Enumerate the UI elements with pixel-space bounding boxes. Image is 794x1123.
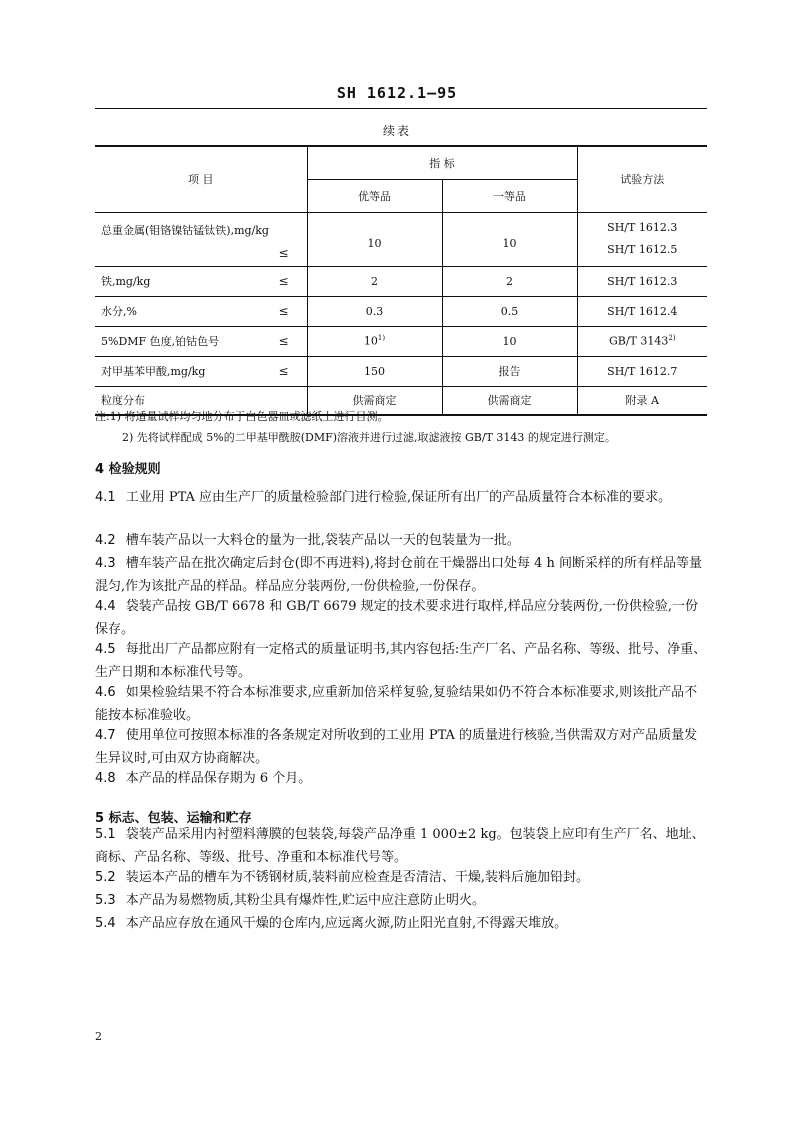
row-value-first: 报告 [442,356,577,386]
clause-number: 5.4 [95,916,116,931]
row-value-premium: 供需商定 [307,386,442,415]
row-value-first: 10 [442,212,577,266]
row-value-premium: 2 [307,266,442,296]
clause-text: 本产品为易燃物质,其粉尘具有爆炸性,贮运中应注意防止明火。 [125,893,485,908]
clause-text: 本产品的样品保存期为 6 个月。 [125,771,312,786]
clause-text: 槽车装产品以一大料仓的量为一批,袋装产品以一天的包装量为一批。 [125,533,520,548]
row-value-first: 0.5 [442,296,577,326]
row-item [95,296,307,326]
row-item-label: 对甲基苯甲酸,mg/kg [101,365,206,378]
row-item [95,356,307,386]
row-method: SH/T 1612.3 [577,266,707,296]
clause-text: 槽车装产品在批次确定后封仓(即不再进料),将封仓前在干燥器出口处每 4 h 间断采样的所有样品等量混匀,作为该批产品的样品。样品应分装两份,一份供检验,一份保存。 [95,556,703,594]
clause-number: 4.5 [95,642,116,657]
row-item-label: 粒度分布 [101,394,145,408]
clause-number: 4.7 [95,728,116,743]
clause-number: 5.3 [95,893,116,908]
clause-text: 袋装产品按 GB/T 6678 和 GB/T 6679 规定的技术要求进行取样,样品应分装两份,一份供检验,一份保存。 [95,599,699,637]
clause-text: 袋装产品采用内衬塑料薄膜的包装袋,每袋产品净重 1 000±2 kg。包装袋上应印有生产厂名、地址、商标、产品名称、等级、批号、净重和本标准代号等。 [95,827,705,865]
row-item-label: 5%DMF 色度,铂钴色号 [101,335,220,348]
row-item-label: 总重金属(钼铬镍钴锰钛铁),mg/kg [101,223,269,237]
clause-4-4 [95,595,707,641]
clause-number: 4.8 [95,771,116,786]
row-value-premium: 10 [307,212,442,266]
clause-4-1 [95,486,707,509]
leq-symbol: ≤ [278,245,289,260]
row-method [577,326,707,356]
clause-number: 5.1 [95,827,116,842]
leq-symbol: ≤ [278,334,289,348]
row-value-premium: 0.3 [307,296,442,326]
row-item-label: 水分,% [101,305,137,318]
row-value-premium [307,326,442,356]
clause-4-8 [95,767,707,790]
row-method: SH/T 1612.4 [577,296,707,326]
row-item [95,212,307,266]
standard-code: SH 1612.1—95 [336,84,458,102]
header-grade-first: 一等品 [442,179,577,212]
clause-text: 工业用 PTA 应由生产厂的质量检验部门进行检验,保证所有出厂的产品质量符合本标准的要求。 [125,490,672,505]
clause-number: 4.2 [95,533,116,548]
clause-text: 如果检验结果不符合本标准要求,应重新加倍采样复验,复验结果如仍不符合本标准要求,则该批产品不能按本标准验收。 [95,685,698,723]
method-line: SH/T 1612.5 [607,243,678,256]
clause-text: 使用单位可按照本标准的各条规定对所收到的工业用 PTA 的质量进行核验,当供需双方对产品质量发生异议时,可由双方协商解决。 [95,728,698,766]
clause-number: 5.2 [95,870,116,885]
clause-number: 4.3 [95,556,116,571]
row-item [95,266,307,296]
clause-4-7 [95,724,707,770]
leq-symbol: ≤ [278,364,289,378]
footnote-ref: 1) [377,334,386,343]
clause-5-4 [95,912,707,935]
row-item-label: 铁,mg/kg [101,275,151,288]
clause-4-5 [95,638,707,684]
table-header-row [95,146,707,179]
note-line: 2) 先将试样配成 5%的二甲基甲酰胺(DMF)溶液并进行过滤,取滤液按 GB/T 3143 的规定进行测定。 [122,431,616,444]
method-line: SH/T 1612.3 [607,221,678,234]
clause-text: 装运本产品的槽车为不锈钢材质,装料前应检查是否清洁、干燥,装料后施加铅封。 [125,870,589,885]
clause-4-2 [95,529,707,552]
table-row [95,326,707,356]
row-value-premium: 150 [307,356,442,386]
clause-5-2 [95,866,707,889]
clause-text: 本产品应存放在通风干燥的仓库内,应远离火源,防止阳光直射,不得露天堆放。 [125,916,568,931]
row-method: SH/T 1612.7 [577,356,707,386]
clause-4-3 [95,552,707,598]
section-5-title: 5 标志、包装、运输和贮存 [95,811,252,826]
clause-4-6 [95,681,707,727]
row-item [95,326,307,356]
header-method: 试验方法 [577,146,707,212]
header-rule [95,108,707,109]
clause-number: 4.1 [95,490,116,505]
footnote-ref: 2) [668,334,676,343]
clause-number: 4.6 [95,685,116,700]
page-number: 2 [95,1030,102,1043]
clause-5-1 [95,823,707,869]
table-caption: 续表 [382,124,411,138]
row-method: 附录 A [577,386,707,415]
table-row [95,356,707,386]
clause-5-3 [95,889,707,912]
row-value-first: 10 [442,326,577,356]
header-index: 指 标 [307,146,577,179]
table-row [95,296,707,326]
header-grade-premium: 优等品 [307,179,442,212]
clause-text: 每批出厂产品都应附有一定格式的质量证明书,其内容包括:生产厂名、产品名称、等级、批号、净重、生产日期和本标准代号等。 [95,642,707,680]
leq-symbol: ≤ [278,304,289,318]
method-text: GB/T 3143 [608,334,669,348]
table-row [95,266,707,296]
row-method [577,212,707,266]
value-text: 10 [363,334,378,348]
table-notes [95,406,616,448]
note-line: 注:1) 将适量试样均匀地分布于白色器皿或滤纸上进行目测。 [95,410,389,423]
row-value-first: 供需商定 [442,386,577,415]
table-row [95,212,707,266]
leq-symbol: ≤ [278,274,289,288]
header-item: 项 目 [188,173,214,187]
clause-number: 4.4 [95,599,116,614]
spec-table [95,145,707,416]
row-value-first: 2 [442,266,577,296]
section-4-title: 4 检验规则 [95,462,161,477]
